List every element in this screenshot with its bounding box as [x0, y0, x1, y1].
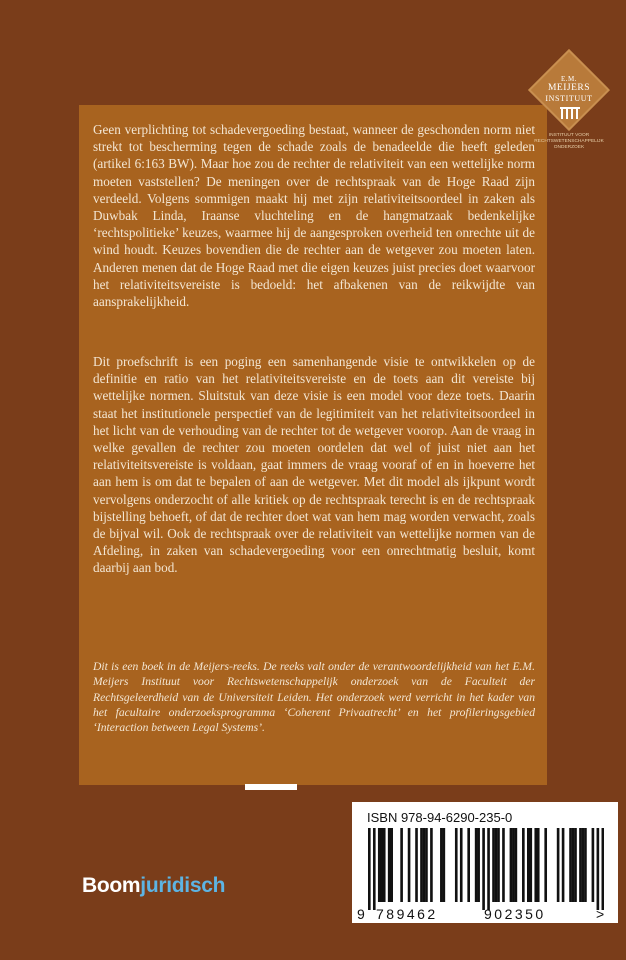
barcode-bar	[534, 828, 537, 902]
barcode-bar	[544, 828, 547, 902]
series-note: Dit is een boek in de Meijers-reeks. De reeks valt onder de verantwoordelijkheid van het E.M. Meijers Instituut voor Rechtswetenschappelijk onderzoek van de Faculteit der Rechtsgeleerdheid van de Universiteit Leiden. Het onderzoek werd verricht in het kader van het facultaire onderzoeksprogramma ‘Coherent Privaatrecht’ en het profileringsgebied ‘Interaction between Legal Systems’.	[93, 660, 535, 735]
logo-subtitle-3: ONDERZOEK	[553, 145, 585, 150]
barcode-bar	[515, 828, 518, 902]
barcode-bar	[602, 828, 604, 910]
barcode-bar	[582, 828, 585, 902]
barcode-bar	[572, 828, 575, 902]
barcode-bar	[475, 828, 478, 902]
logo-line-1: E.M.	[561, 75, 577, 83]
barcode-bar	[430, 828, 433, 902]
barcode-bar	[569, 828, 572, 902]
publisher-logo	[82, 874, 225, 898]
barcode-bar	[443, 828, 446, 902]
barcode-bar	[562, 828, 565, 902]
barcode-bar	[455, 828, 458, 902]
barcode-bars	[368, 828, 604, 910]
barcode-bar	[388, 828, 391, 902]
barcode-bar	[373, 828, 376, 910]
barcode-first-digit: 9	[357, 906, 365, 922]
barcode-bar	[378, 828, 381, 902]
barcode-bar	[460, 828, 463, 902]
barcode-bar	[492, 828, 495, 902]
barcode-bar	[408, 828, 411, 902]
barcode-bar	[529, 828, 532, 902]
publisher-name-boom: Boom	[82, 874, 141, 897]
columns-icon	[560, 107, 580, 119]
publisher-name-juridisch: juridisch	[140, 874, 226, 897]
barcode-bar	[495, 828, 498, 902]
barcode-bar	[400, 828, 403, 902]
barcode-bar	[512, 828, 515, 902]
barcode-bar	[537, 828, 540, 902]
barcode-bar	[415, 828, 418, 902]
barcode-bar	[522, 828, 525, 902]
barcode-bar	[420, 828, 423, 902]
blurb-paragraph-2: Dit proefschrift is een poging een samenhangende visie te ontwikkelen op de definitie en ratio van het relativiteitsvereiste en de toets aan dit vereiste bij wettelijke normen. Sluitstuk van deze visie is een model voor deze toets. Daarin staat het institutionele perspectief van de legitimiteit van het relativiteitsoordeel in het licht van de verhouding van de rechter tot de wetgever voorop. Aan de vraag in welke gevallen de rechter zou moeten oordelen dat wel of juist niet aan het relativiteitsvereiste is voldaan, gaat immers de vraag vooraf of en in hoeverre het aan hem is om dat te bepalen of aan de wetgever. Met dit model als ijkpunt wordt vervolgens onderzocht of alle kritiek op de rechtspraak terecht is en de rechtspraak bijstelling behoeft, of dat de rechter doet wat van hem mag worden verwacht, zoals de bijval wil. Ook de rechtspraak over de relativiteit van wettelijke normen van de Afdeling, in zaken van schadevergoeding voor een onrechtmatig besluit, komt daarbij aan bod.	[93, 354, 535, 576]
barcode-bar	[487, 828, 490, 910]
barcode-bar	[383, 828, 386, 902]
barcode-bar	[510, 828, 513, 902]
accent-bar	[245, 784, 297, 790]
barcode-bar	[423, 828, 426, 902]
barcode-bar	[584, 828, 587, 902]
logo-subtitle-1: INSTITUUT VOOR	[548, 133, 590, 138]
barcode-bar	[477, 828, 480, 902]
barcode-bar	[527, 828, 530, 902]
blurb-paragraph-1: Geen verplichting tot schadevergoeding bestaat, wanneer de geschonden norm niet strekt tot bescherming tegen de schade zoals de benadeelde die heeft geleden (artikel 6:163 BW). Maar hoe zou de rechter de relativiteit van een wettelijke norm moeten vaststellen? De meningen over de rechtspraak van de Hoge Raad zijn verdeeld. Volgens sommigen maakt hij met zijn relativiteitsoordeel in zaken als Duwbak Linda, Iraanse vluchteling en de hangmatzaak bedenkelijke ‘rechtspolitieke’ keuzes, waarmee hij de aangesproken overheid ten onrechte uit de wind houdt. Keuzes bovendien die de rechter aan de wetgever zou moeten laten. Anderen menen dat de Hoge Raad met die eigen keuzes juist precies doet waarvoor het relativiteitsvereiste is bedoeld: het afbakenen van de reikwijdte van aansprakelijkheid.	[93, 122, 535, 310]
barcode-bar	[380, 828, 383, 902]
barcode-bar	[425, 828, 428, 902]
barcode-bar	[597, 828, 600, 910]
barcode-bar	[579, 828, 582, 902]
barcode-bar	[390, 828, 393, 902]
barcode-bar	[592, 828, 595, 902]
barcode-bar	[502, 828, 505, 902]
logo-subtitle-2: RECHTSWETENSCHAPPELIJK	[534, 139, 604, 144]
barcode-bar	[440, 828, 443, 902]
barcode-bar	[497, 828, 500, 902]
logo-line-3: INSTITUUT	[545, 94, 593, 103]
barcode-bar	[482, 828, 485, 910]
barcode-bar	[368, 828, 371, 910]
barcode-bar	[467, 828, 470, 902]
barcode-digit-group-2: 902350	[484, 906, 546, 922]
logo-line-2: MEIJERS	[547, 83, 591, 93]
barcode-digit-group-1: 789462	[376, 906, 438, 922]
barcode-bar	[574, 828, 577, 902]
isbn-label: ISBN 978-94-6290-235-0	[367, 810, 513, 825]
barcode-bar	[557, 828, 560, 902]
barcode-quiet-zone-arrow: >	[596, 906, 605, 922]
